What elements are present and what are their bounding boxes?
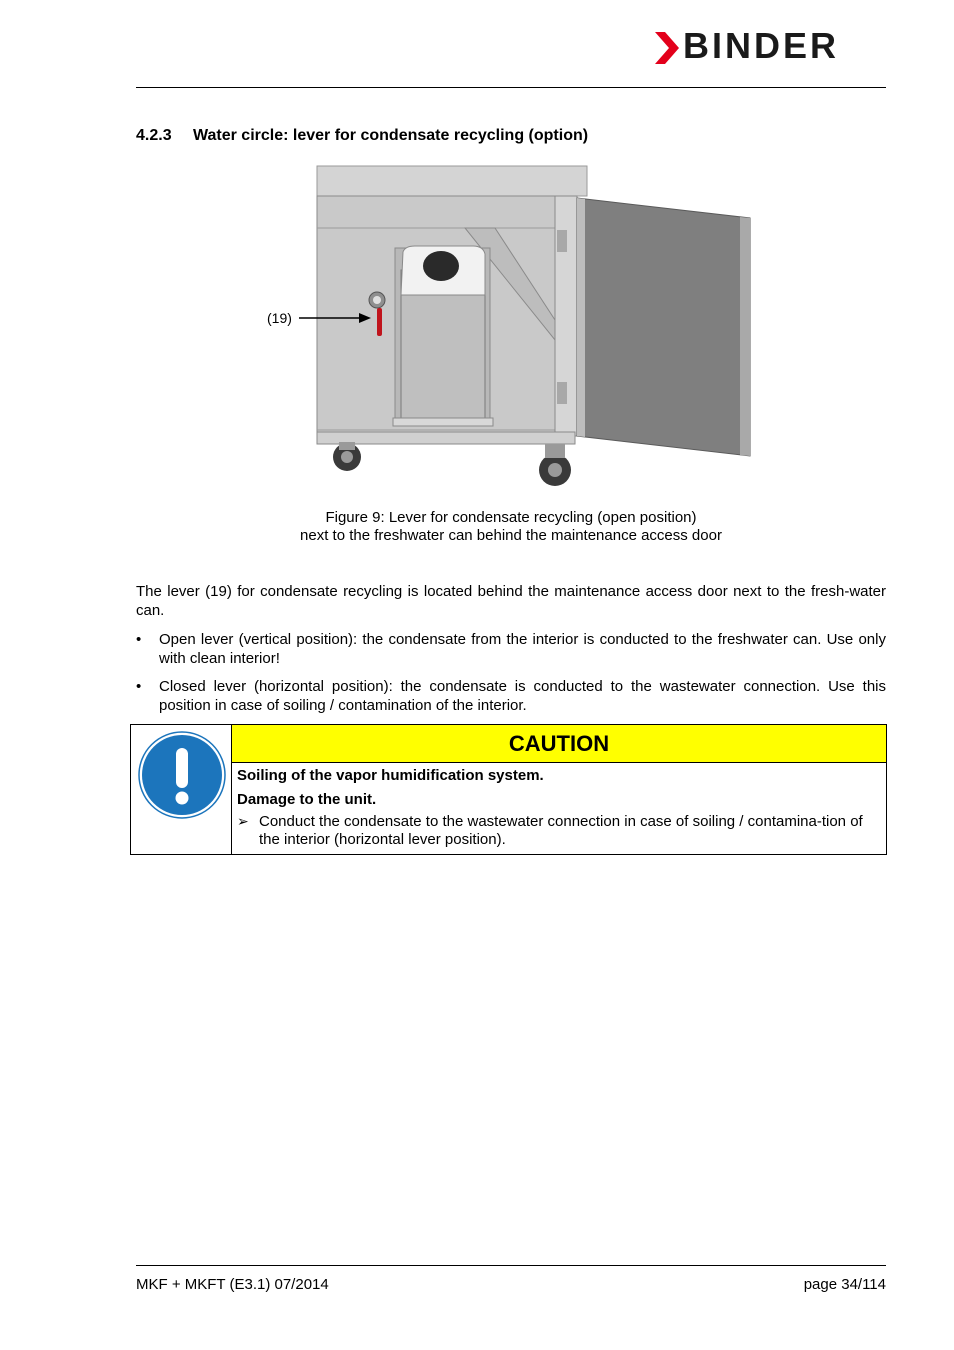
caution-notice — [130, 724, 887, 855]
bullet-dot-icon: • — [136, 678, 142, 695]
figure-caption-line2: next to the freshwater can behind the maintenance access door — [300, 527, 722, 544]
brand-name: BINDER — [683, 25, 840, 66]
arrow-bullet-icon: ➢ — [237, 813, 249, 829]
caution-heading: CAUTION — [232, 725, 886, 763]
caution-action: Conduct the condensate to the wastewater connection in case of soiling / contamina-tion of the interior (horizontal lever position). — [259, 813, 863, 848]
section-number: 4.2.3 — [136, 127, 172, 144]
section-title: Water circle: lever for condensate recycling (option) — [193, 127, 589, 144]
callout-label: (19) — [267, 310, 292, 326]
caution-hazard: Soiling of the vapor humidification system. — [237, 767, 544, 784]
header-rule — [136, 87, 886, 88]
footer-document-id: MKF + MKFT (E3.1) 07/2014 — [136, 1276, 329, 1293]
bullet-item — [136, 631, 886, 669]
section-heading — [136, 127, 588, 145]
bullet-text: Closed lever (horizontal position): the condensate is conducted to the wastewater connection. Use this position in case of soiling / contamination of the interior. — [159, 678, 886, 714]
logo-arrow-icon — [655, 32, 679, 64]
intro-paragraph: The lever (19) for condensate recycling is located behind the maintenance access door next to the fresh-water can. — [136, 583, 886, 619]
exclamation-icon — [137, 730, 227, 820]
footer-rule — [136, 1265, 886, 1266]
caution-icon-cell — [131, 725, 232, 854]
appliance-drawing — [255, 160, 755, 500]
bullet-item — [136, 678, 886, 716]
footer-page-number: page 34/114 — [803, 1276, 886, 1293]
bullet-text: Open lever (vertical position): the condensate from the interior is conducted to the freshwater can. Use only with clean interior! — [159, 631, 886, 667]
figure-caption-line1: Figure 9: Lever for condensate recycling (open position) — [325, 509, 697, 526]
bullet-dot-icon: • — [136, 631, 142, 648]
figure-illustration — [255, 160, 755, 500]
binder-logo — [655, 25, 887, 66]
caution-consequence: Damage to the unit. — [237, 791, 377, 808]
